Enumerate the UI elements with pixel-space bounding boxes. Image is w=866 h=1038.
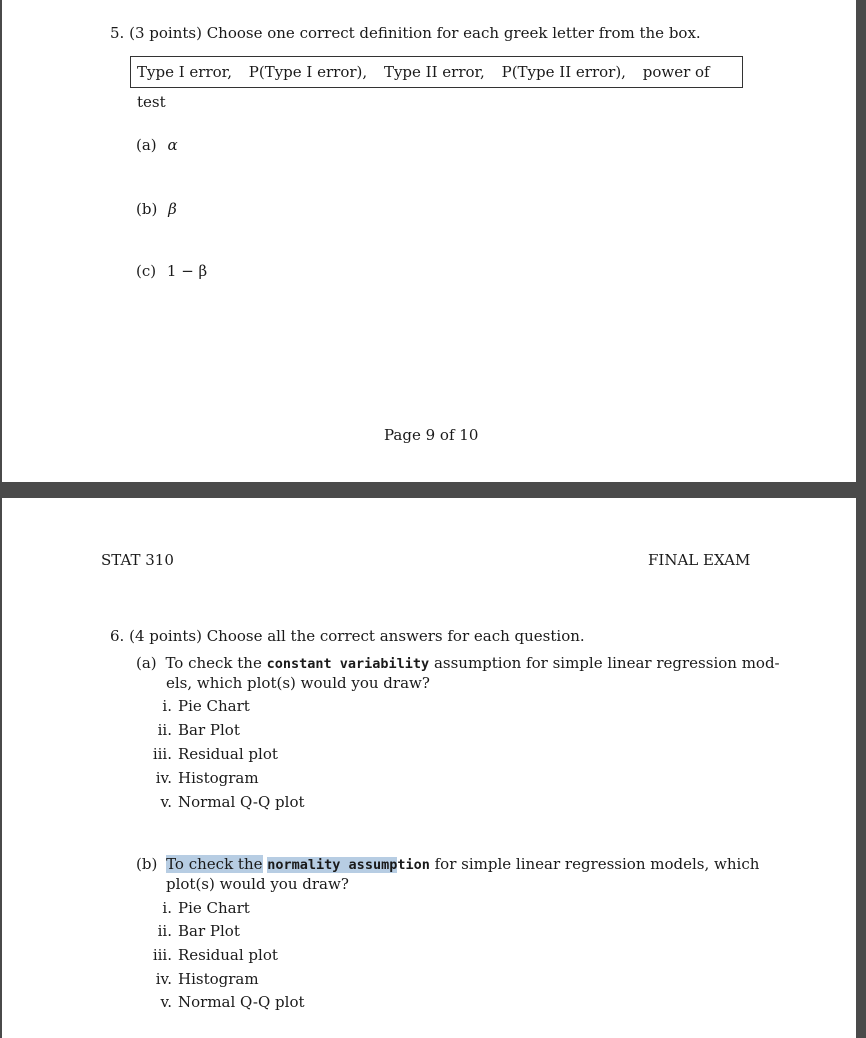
question-5-prompt: (3 points) Choose one correct definition for each greek letter from the box. — [129, 24, 701, 42]
part-c-power — [136, 262, 207, 280]
code-term: tion — [397, 857, 430, 873]
option-item: v. Normal Q-Q plot — [160, 793, 305, 811]
part-a-alpha — [136, 136, 178, 154]
part-label: (a) — [136, 654, 157, 672]
option-item: i. Pie Chart — [162, 899, 250, 917]
option-item: v. Normal Q-Q plot — [160, 993, 305, 1011]
part-label: (b) — [136, 855, 158, 873]
box-choice: P(Type I error), — [248, 63, 368, 81]
option-item: iv. Histogram — [155, 769, 259, 787]
part-a-question — [136, 654, 780, 672]
exam-page-10 — [2, 498, 856, 1038]
code-term: constant variability — [266, 656, 430, 672]
page-footer: Page 9 of 10 — [384, 426, 479, 444]
part-a-question-line2: els, which plot(s) would you draw? — [166, 674, 430, 692]
exam-header: FINAL EXAM — [648, 551, 751, 569]
option-item: i. Pie Chart — [162, 697, 250, 715]
part-b-beta — [136, 200, 177, 218]
question-text: assumption for simple linear regression mod- — [429, 654, 780, 672]
greek-symbol: α — [167, 136, 178, 154]
course-header: STAT 310 — [101, 551, 174, 569]
question-6-number: 6. — [110, 627, 125, 645]
question-text: for simple linear regression models, which — [429, 855, 760, 873]
part-b-question — [136, 855, 759, 873]
box-choice: Type I error, — [137, 63, 232, 81]
option-item: iii. Residual plot — [152, 745, 278, 763]
box-choice: Type II error, — [383, 63, 485, 81]
box-choice: power of test — [137, 63, 710, 111]
highlighted-text[interactable]: To check the — [166, 855, 263, 873]
part-label: (c) — [136, 262, 157, 280]
greek-symbol: 1 − β — [166, 262, 208, 280]
option-item: iii. Residual plot — [152, 946, 278, 964]
question-text: To check the — [165, 654, 267, 672]
question-6-prompt: (4 points) Choose all the correct answers for each question. — [129, 627, 585, 645]
part-b-question-line2: plot(s) would you draw? — [166, 875, 349, 893]
part-label: (b) — [136, 200, 158, 218]
question-6-line — [110, 627, 585, 645]
highlighted-code-term[interactable]: normality assump — [267, 857, 398, 873]
exam-page-9 — [2, 0, 856, 482]
greek-symbol: β — [168, 200, 177, 218]
answer-choices-box — [130, 56, 743, 111]
question-5-line — [110, 24, 701, 42]
option-item: ii. Bar Plot — [157, 721, 240, 739]
box-choice: P(Type II error), — [501, 63, 626, 81]
option-item: ii. Bar Plot — [157, 922, 240, 940]
part-label: (a) — [136, 136, 157, 154]
question-5-number: 5. — [110, 24, 125, 42]
option-item: iv. Histogram — [155, 970, 259, 988]
